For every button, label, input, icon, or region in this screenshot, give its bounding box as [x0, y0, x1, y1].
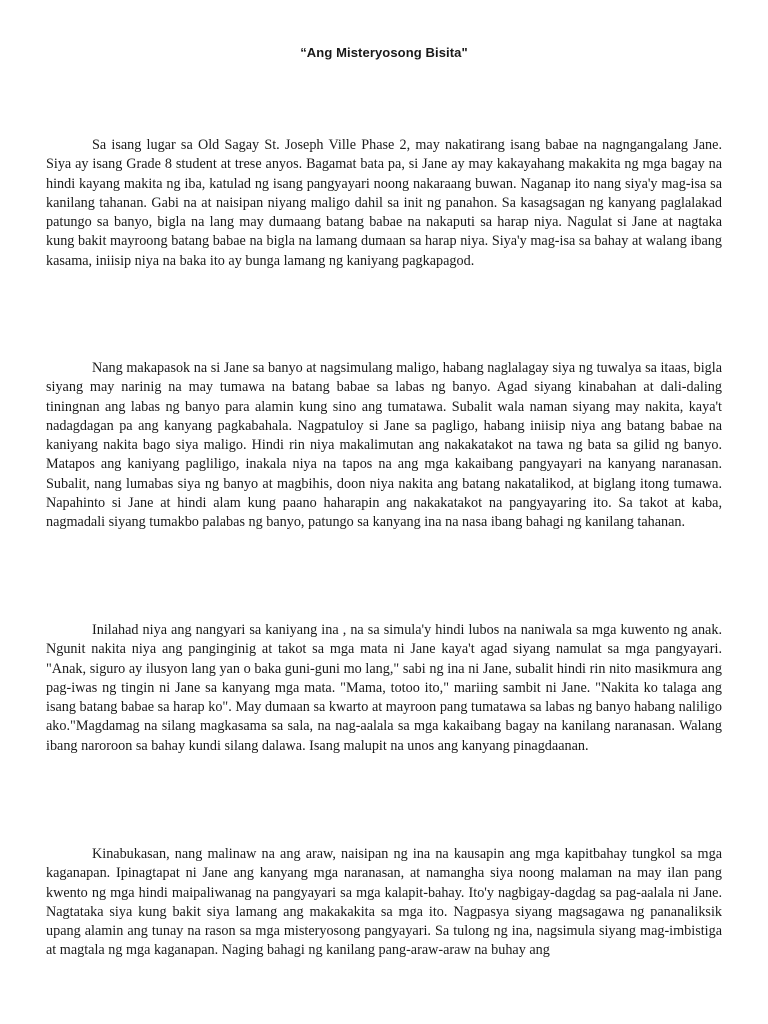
paragraph-4: Kinabukasan, nang malinaw na ang araw, naisipan ng ina na kausapin ang mga kapitbahay tungkol sa mga kaganapan. Ipinagtapat ni Jane ang kanyang mga naranasan, at namangha siya noong malaman na may ilan pang kwento ng mga hindi maipaliwanag na pangyayari sa mga kalapit-bahay. Ito'y nagbigay-dagdag sa pag-aalala ni Jane. Nagtataka siya kung bakit siya lamang ang makakakita sa mga ito. Nagpasya siyang magsagawa ng pananaliksik upang alamin ang tunay na rason sa mga misteryosong pangyayari. Sa tulong ng ina, nagsimula siyang mag-imbistiga at magtala ng mga kaganapan. Naging bahagi ng kanilang pang-araw-araw na buhay ang: [46, 846, 722, 959]
paragraph-3: Inilahad niya ang nangyari sa kaniyang ina , na sa simula'y hindi lubos na naniwala sa mga kuwento ng anak. Ngunit nakita niya ang panginginig at takot sa mga mata ni Jane kaya't agad siyang namulat sa mga pangyayari. "Anak, siguro ay ilusyon lang yan o baka guni-guni mo lang," sabi ng ina ni Jane, subalit hindi rin nito masikmura ang pag-iwas ng tingin ni Jane sa kanyang mga mata. "Mama, totoo ito," mariing sambit ni Jane. "Nakita ko talaga ang isang batang babae sa harap ko". May dumaan sa kwarto at mayroon pang tumatawa sa labas ng banyo habang naliligo ako."Magdamag na silang magkasama sa sala, na nag-aalala sa mga kakaibang bagay na kanilang naranasan. Walang ibang naroroon sa bahay kundi silang dalawa. Isang malupit na unos ang kanyang pinagdaanan.: [46, 622, 722, 754]
paragraph-2: Nang makapasok na si Jane sa banyo at nagsimulang maligo, habang naglalagay siya ng tuwalya sa itaas, bigla siyang may narinig na may tumawa na batang babae sa labas ng banyo. Agad siyang kinabahan at dali-daling tiningnan ang labas ng banyo para alamin kung sino ang tumatawa. Subalit wala naman siyang may nakita, kaya't nadagdagan pa ang kanyang pagkabahala. Nagpatuloy si Jane sa pagligo, habang iniisip niya ang batang babae na kaniyang nakita bago siya maligo. Hindi rin niya makalimutan ang nakakatakot na tawa ng bata sa gilid ng banyo. Matapos ang kaniyang pagliligo, inakala niya na tapos na ang mga kakaibang pangyayari na kanyang naranasan. Subalit, nang lumabas siya ng banyo at magbihis, doon niya nakita ang batang nakatalikod, at biglang itong tumawa. Napahinto si Jane at hindi alam kung paano haharapin ang nakakatakot na pangyayaring ito. Sa takot at kaba, nagmadali siyang tumakbo palabas ng banyo, patungo sa kanyang ina na nasa ibang bahagi ng kanilang tahanan.: [46, 360, 722, 531]
paragraph-1: Sa isang lugar sa Old Sagay St. Joseph Ville Phase 2, may nakatirang isang babae na nagngangalang Jane. Siya ay isang Grade 8 student at trese anyos. Bagamat bata pa, si Jane ay may kakayahang makakita ng mga bagay na hindi kayang makita ng iba, katulad ng isang pangyayari noong nakaraang buwan. Naganap ito nang siya'y mag-isa sa kanilang tahanan. Gabi na at naisipan niyang maligo dahil sa init ng panahon. Sa kasagsagan ng kanyang paglalakad patungo sa banyo, bigla na lang may dumaang batang babae na nakaputi sa harap niya. Nagulat si Jane at nagtaka kung bakit mayroong batang babae na bigla na lamang dumaan sa harap niya. Siya'y mag-isa sa bahay at walang ibang kasama, iniisip niya na baka ito ay bunga lamang ng kaniyang pagkapagod.: [46, 137, 722, 269]
document-title: “Ang Misteryosong Bisita": [300, 45, 468, 60]
